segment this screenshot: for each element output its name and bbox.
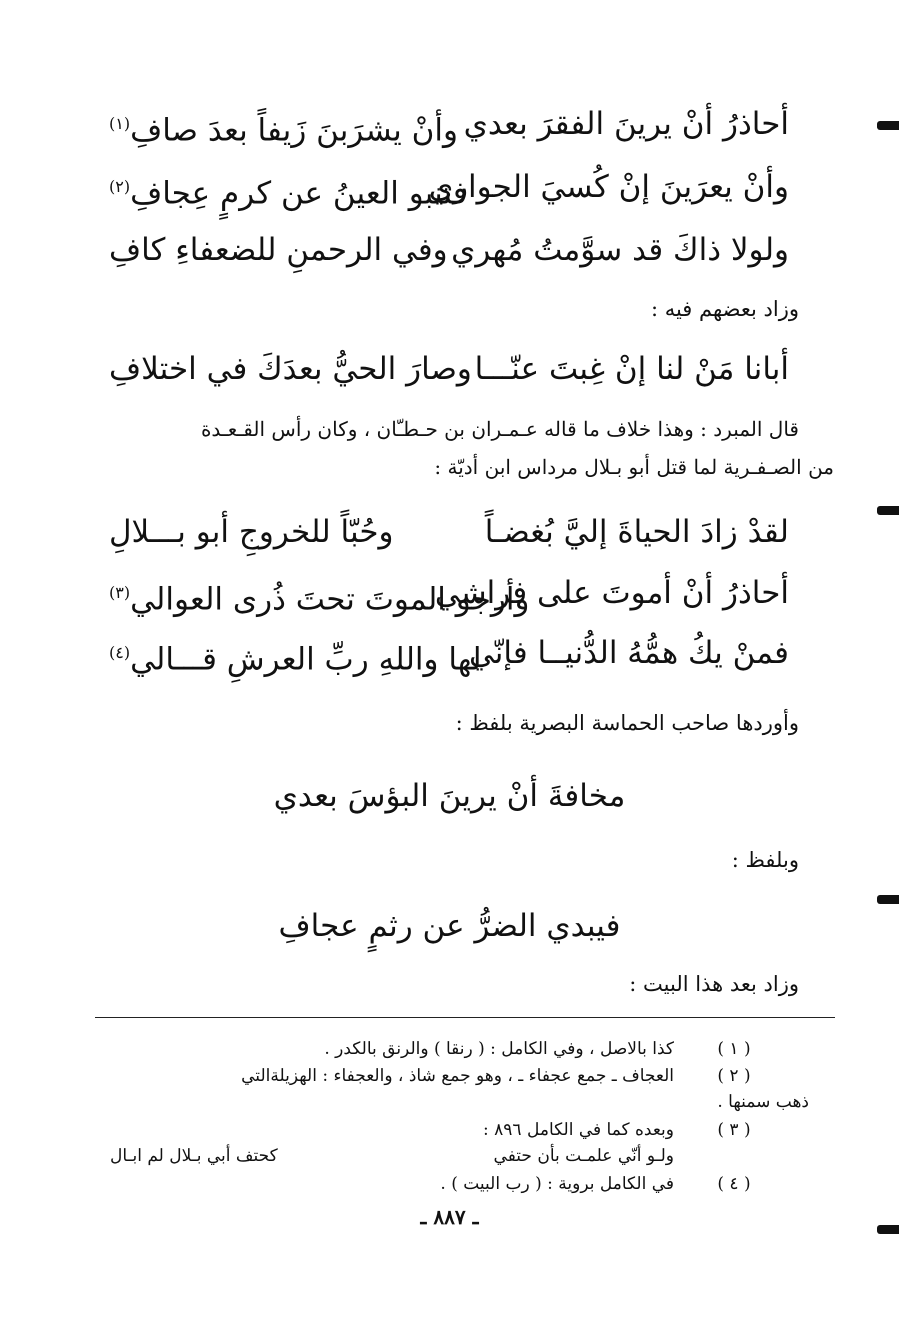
hemistich-text: وأنْ يشرَبنَ زَيفاً بعدَ صافِ	[130, 112, 458, 149]
verse-line	[109, 98, 789, 150]
verse-second-hemistich: وصارَ الحيُّ بعدَكَ في اختلافِ	[109, 351, 472, 387]
hemistich-text: وأرجو الموتَ تحتَ ذُرى العوالي	[130, 581, 530, 618]
note-after: وزاد بعد هذا البيت :	[629, 972, 799, 996]
verse-second-hemistich	[109, 627, 482, 685]
footnote-text: في الكامل بروية : ( رب البيت ) .	[440, 1174, 674, 1194]
footnote-verse-second: كحتف أبي بـلال لم ابـال	[110, 1146, 278, 1166]
hemistich-text: فتنبو العينُ عن كرمٍ عِجافِ	[130, 175, 468, 212]
footnote-text: كذا بالاصل ، وفي الكامل : ( رنقا ) والرنق بالكدر .	[324, 1039, 674, 1059]
verse-line	[109, 161, 789, 213]
page-number: ـ ٨٨٧ ـ	[420, 1205, 479, 1229]
verse-second-hemistich	[109, 567, 529, 625]
footnote-ref: (٣)	[109, 583, 131, 602]
verse-first-hemistich: لقدْ زادَ الحياةَ إليَّ بُغضـاً	[484, 514, 789, 550]
verse-line	[109, 506, 789, 558]
verse-line	[109, 627, 789, 679]
footnote-ref: (٤)	[109, 643, 131, 662]
verse-second-hemistich	[109, 161, 468, 219]
edge-mark	[877, 506, 899, 515]
footnote-number: ( ٤ )	[717, 1174, 751, 1194]
verse-second-hemistich	[109, 98, 458, 156]
hemistich-text: لها واللهِ ربِّ العرشِ قـــالي	[130, 641, 482, 678]
verse-first-hemistich: ولولا ذاكَ قد سوَّمتُ مُهري	[451, 232, 789, 268]
verse-first-hemistich: أحاذرُ أنْ أموتَ على فراشي	[434, 575, 789, 611]
verse-second-hemistich: وفي الرحمنِ للضعفاءِ كافِ	[109, 232, 448, 268]
footnote-ref: (٢)	[109, 177, 131, 196]
verse-line	[109, 567, 789, 619]
footnote-number: ( ١ )	[717, 1039, 751, 1059]
footnote-verse-first: ولـو أنّي علمـت بأن حتفي	[493, 1146, 674, 1166]
verse-first-hemistich: وأنْ يعرَينَ إنْ كُسيَ الجواري	[428, 169, 789, 205]
center-verse: فيبدي الضرُّ عن رثمٍ عجافِ	[278, 908, 621, 944]
note-hamasa: وأوردها صاحب الحماسة البصرية بلفظ :	[455, 711, 799, 735]
verse-first-hemistich: أحاذرُ أنْ يرينَ الفقرَ بعدي	[463, 106, 789, 142]
footnote-text: العجاف ـ جمع عجفاء ـ ، وهو جمع شاذ ، والعجفاء : الهزيلةالتي	[241, 1066, 674, 1086]
verse-first-hemistich: فمنْ يكُ همُّهُ الدُّنيــا فإنّي	[468, 635, 789, 671]
footnote-text: وبعده كما في الكامل ٨٩٦ :	[483, 1120, 674, 1140]
verse-line	[109, 224, 789, 276]
footnote-number: ( ٣ )	[717, 1120, 751, 1140]
verse-line	[109, 343, 789, 395]
note-added: وزاد بعضهم فيه :	[650, 297, 799, 321]
note-wabilafz: وبلفظ :	[731, 848, 799, 872]
verse-first-hemistich: أبانا مَنْ لنا إنْ غِبتَ عنّـــا	[474, 351, 789, 387]
center-verse: مخافةَ أنْ يرينَ البؤسَ بعدي	[273, 778, 626, 814]
footnote-text: ذهب سمنها .	[717, 1092, 809, 1112]
edge-mark	[877, 121, 899, 130]
verse-second-hemistich: وحُبّاً للخروجِ أبو بـــلالِ	[109, 514, 394, 550]
footnote-divider	[95, 1017, 835, 1018]
prose-line: قال المبرد : وهذا خلاف ما قاله عـمـران بن حـطـّان ، وكان رأس القـعـدة	[200, 417, 799, 441]
prose-line: من الصـفـرية لما قتل أبو بـلال مرداس ابن أديّة :	[434, 455, 834, 479]
footnote-ref: (١)	[109, 114, 131, 133]
footnote-number: ( ٢ )	[717, 1066, 751, 1086]
